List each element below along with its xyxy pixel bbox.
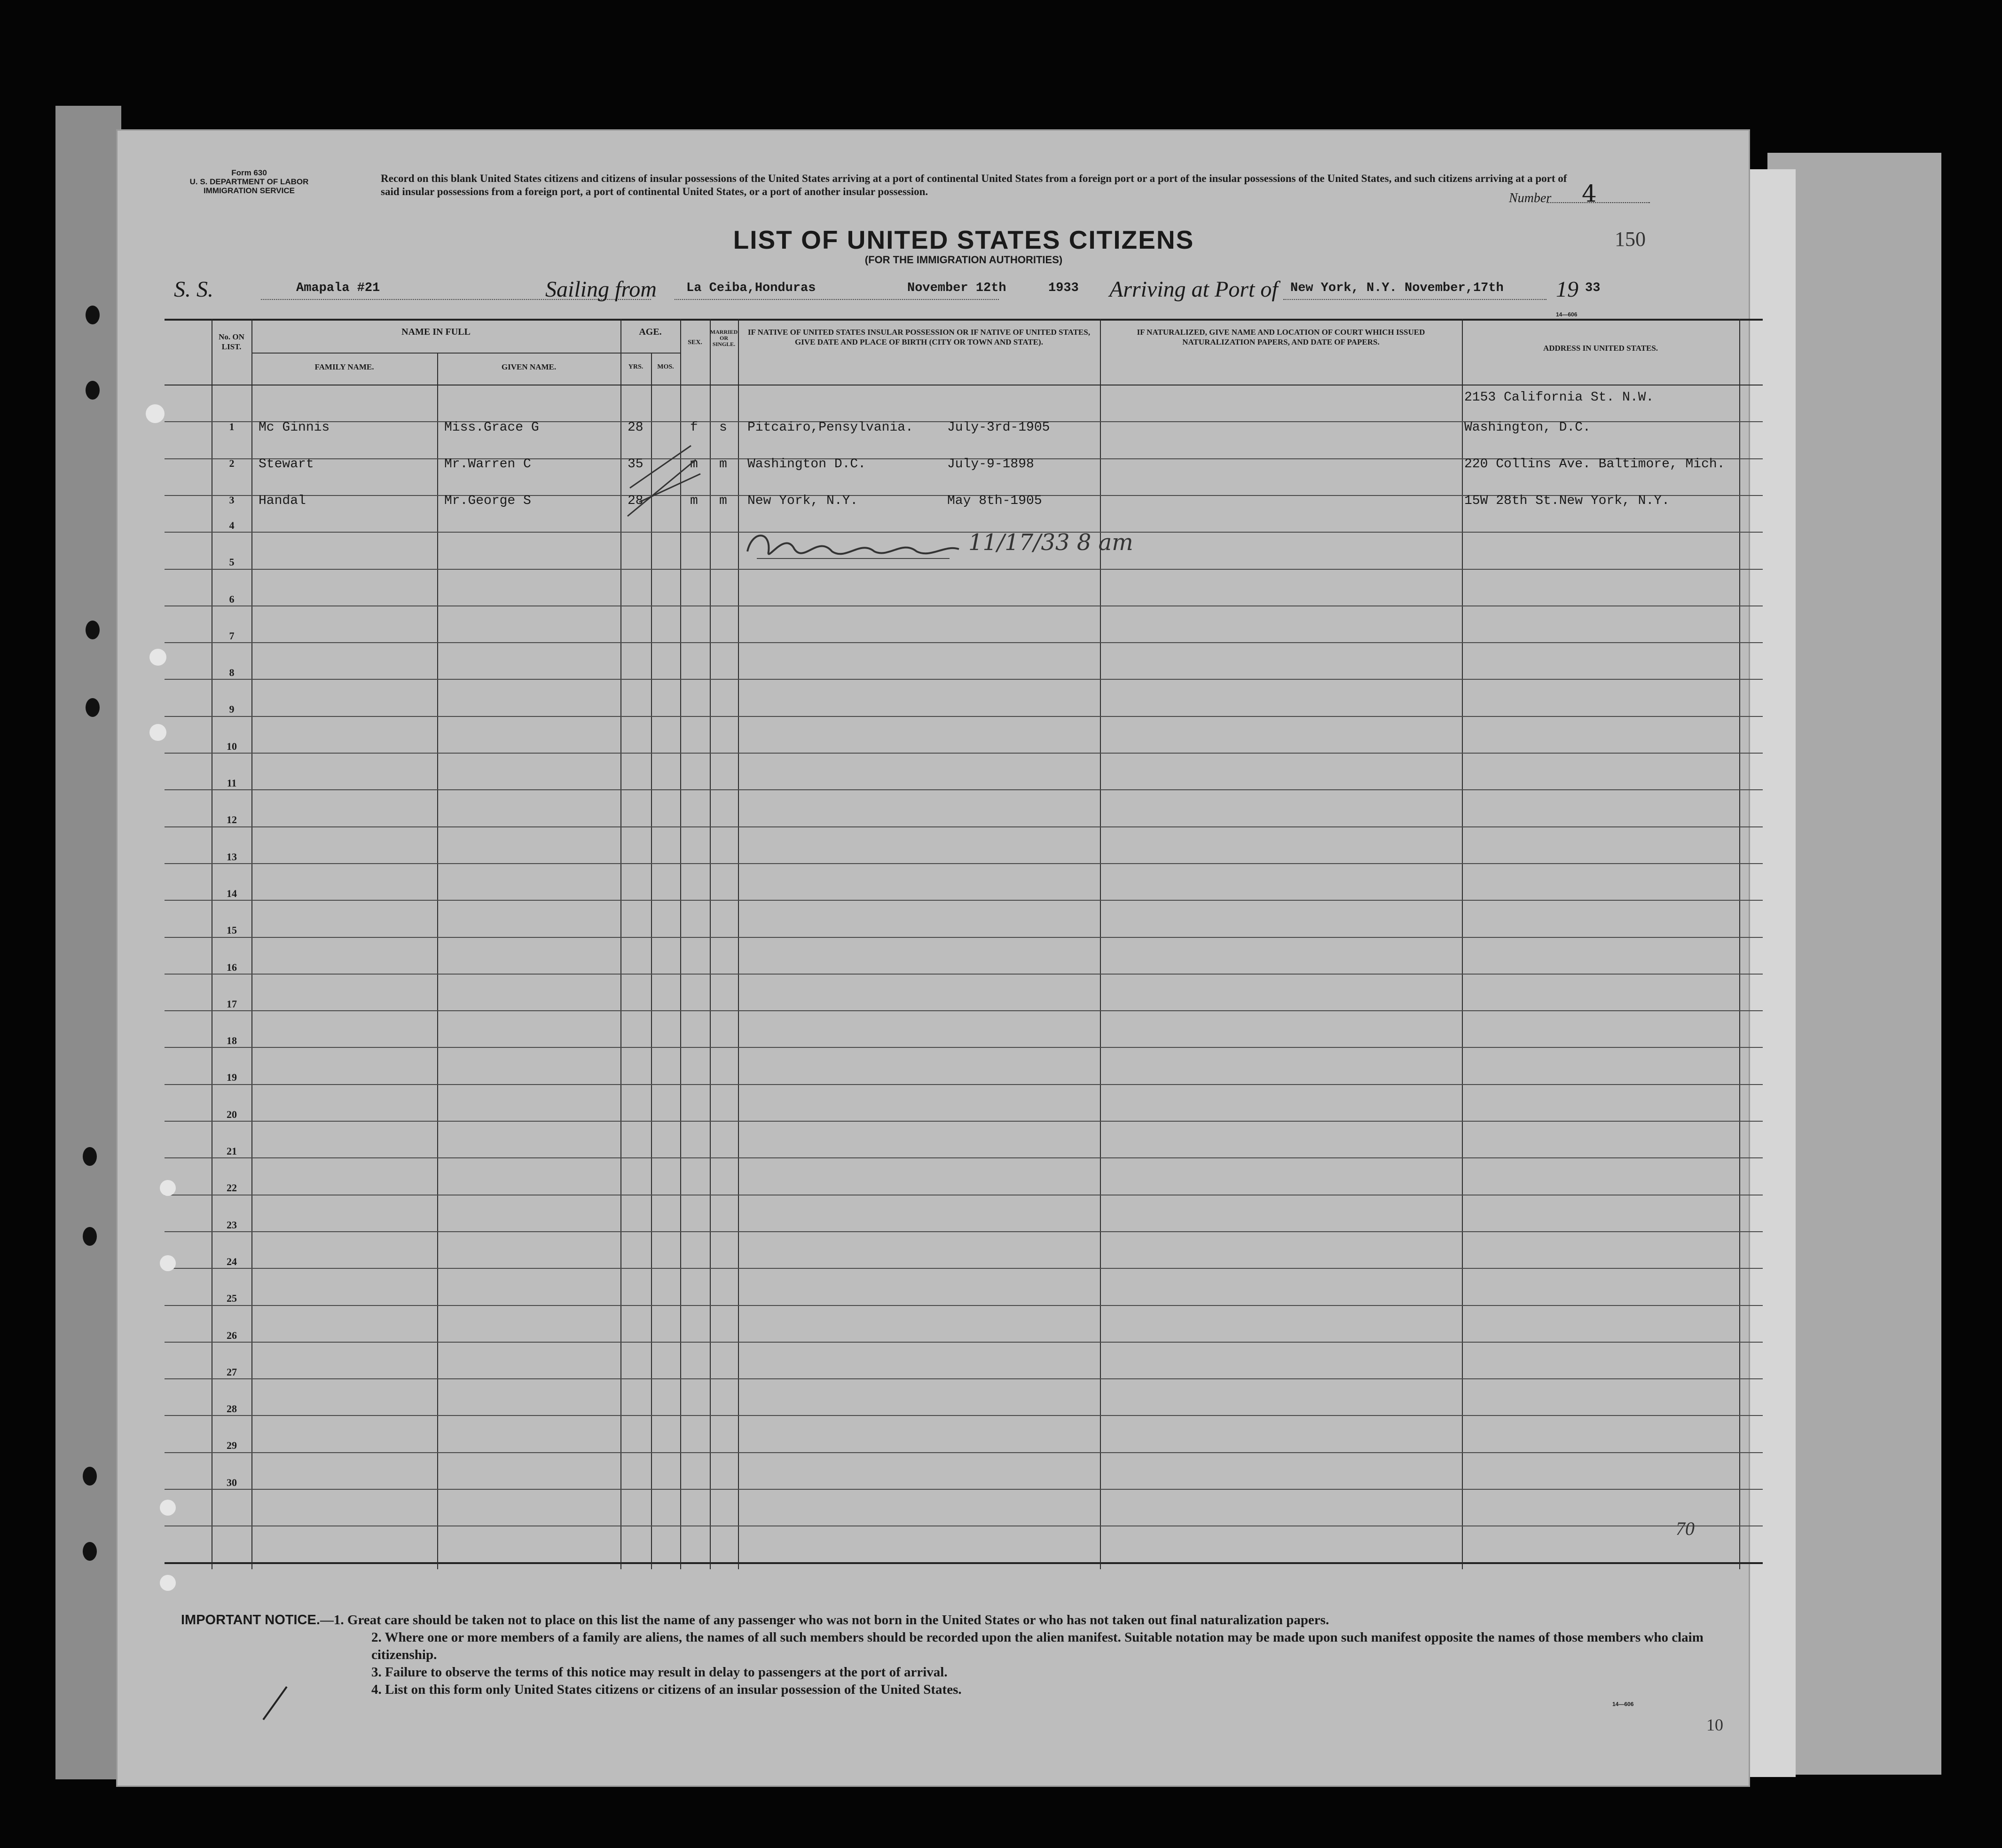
row-number: 29	[227, 1439, 237, 1451]
page-title: LIST OF UNITED STATES CITIZENS	[733, 225, 1194, 254]
address-line-2: Washington, D.C.	[1464, 420, 1591, 435]
row-number: 10	[227, 740, 237, 752]
row-number: 11	[227, 777, 237, 789]
binder-hole	[160, 1575, 176, 1591]
birth-place: Washington D.C.	[747, 457, 866, 472]
family-name: Mc Ginnis	[259, 420, 330, 435]
row-number: 3	[229, 494, 235, 506]
ruled-line	[165, 863, 1763, 864]
binder-hole	[83, 1147, 97, 1166]
col-header-naturalized: IF NATURALIZED, GIVE NAME AND LOCATION OF COURT WHICH ISSUED NATURALIZATION PAPERS, AND DATE OF PAPERS.	[1137, 328, 1425, 346]
ruled-line	[165, 1415, 1763, 1416]
col-header-no: No. ON LIST.	[219, 332, 244, 351]
age-subheader-line	[620, 353, 680, 354]
row-number: 5	[229, 556, 235, 568]
marital-status: s	[719, 420, 727, 435]
handwritten-total: 70	[1676, 1518, 1695, 1539]
arriving-label: Arriving at Port of	[1109, 277, 1278, 302]
birth-date: July-3rd-1905	[947, 420, 1050, 435]
binder-hole	[146, 404, 165, 423]
binder-hole	[83, 1467, 97, 1486]
given-name: Mr.George S	[444, 494, 531, 508]
birth-date: July-9-1898	[947, 457, 1034, 472]
address-line-1: 2153 California St. N.W.	[1464, 390, 1654, 405]
col-divider	[738, 319, 739, 1569]
row-number: 27	[227, 1366, 237, 1378]
row-number: 13	[227, 851, 237, 863]
notice-text-1: —1. Great care should be taken not to place on this list the name of any passenger who was not born in the United States or who has not taken out final naturalization papers.	[320, 1612, 1329, 1628]
col-header-address: ADDRESS IN UNITED STATES.	[1543, 344, 1658, 353]
margin-number: 10	[1706, 1715, 1723, 1734]
sex: f	[690, 420, 698, 435]
table-top-border	[165, 319, 1763, 321]
form-identifier	[150, 168, 348, 195]
form-number: Form 630	[231, 168, 267, 177]
name-subheader-line	[251, 353, 620, 354]
list-number: 4	[1582, 180, 1597, 207]
document-page	[118, 131, 1749, 1785]
binder-hole	[160, 1500, 176, 1516]
row-number: 25	[227, 1292, 237, 1304]
row-number: 14	[227, 888, 237, 899]
binder-hole	[83, 1542, 97, 1561]
binder-hole	[149, 724, 166, 741]
sailing-line	[675, 299, 999, 300]
birth-date: May 8th-1905	[947, 494, 1042, 508]
binder-hole	[160, 1180, 176, 1196]
col-header-married: MARRIED OR SINGLE.	[710, 329, 738, 347]
passenger-table	[165, 319, 1763, 1569]
sailing-from-label: Sailing from	[545, 277, 657, 302]
col-header-mos: MOS.	[657, 363, 674, 370]
ruled-line	[165, 1047, 1763, 1048]
notice-print-code: 14—606	[1612, 1701, 1634, 1707]
notice-item-2: 2. Where one or more members of a family are aliens, the names of all such members should be recorded upon the alien manifest. Suitable notation may be made upon such manifest opposite the names of those members who claim citizenship.	[371, 1630, 1704, 1662]
row-number: 17	[227, 998, 237, 1010]
row-number: 15	[227, 924, 237, 936]
ruled-line	[165, 1378, 1763, 1379]
row-number: 7	[229, 630, 235, 642]
col-divider	[1739, 319, 1740, 1569]
page-stamp: 150	[1615, 228, 1646, 251]
ruled-line	[165, 974, 1763, 975]
marital-status: m	[719, 457, 727, 472]
col-divider	[1462, 319, 1463, 1569]
ruled-line	[165, 679, 1763, 680]
row-number: 4	[229, 519, 235, 531]
arriving-year-prefix: 19	[1556, 277, 1578, 302]
sex: m	[690, 494, 698, 508]
department-name: U. S. DEPARTMENT OF LABOR	[189, 177, 309, 186]
ditto-strokes	[620, 389, 714, 521]
binder-hole	[86, 698, 100, 717]
col-header-age: AGE.	[639, 327, 662, 337]
col-divider	[1100, 319, 1101, 1569]
address-line-1: 15W 28th St.New York, N.Y.	[1464, 494, 1670, 508]
arriving-port: New York, N.Y. November,17th	[1290, 281, 1504, 295]
sex: m	[690, 457, 698, 472]
ruled-line	[165, 753, 1763, 754]
row-number: 1	[229, 421, 235, 433]
ruled-line	[165, 826, 1763, 827]
ruled-line	[165, 1342, 1763, 1343]
row-number: 24	[227, 1256, 237, 1267]
row-number: 12	[227, 814, 237, 826]
age-years: 28	[628, 494, 644, 508]
ruled-line	[165, 642, 1763, 643]
given-name: Miss.Grace G	[444, 420, 539, 435]
notice-heading: IMPORTANT NOTICE.	[181, 1612, 320, 1628]
age-years: 35	[628, 457, 644, 472]
form-instructions: Record on this blank United States citizens and citizens of insular possessions of the United States arriving at a port of continental United States from a foreign port or a port of the insular possessions of the United States, and such citizens arriving at a port of said insular possessions from a foreign port, a port of continental United States, or a port of another insular possession.	[381, 173, 1567, 197]
row-number: 19	[227, 1071, 237, 1083]
binder-hole	[160, 1255, 176, 1271]
col-header-sex: SEX.	[688, 339, 702, 346]
service-name: IMMIGRATION SERVICE	[204, 186, 295, 195]
sailing-year: 1933	[1048, 281, 1079, 295]
arriving-line	[1283, 299, 1547, 300]
row-number: 23	[227, 1219, 237, 1231]
row-number: 30	[227, 1477, 237, 1488]
number-label: Number	[1509, 191, 1552, 205]
important-notice	[181, 1612, 1732, 1699]
ruled-line	[165, 900, 1763, 901]
notice-item-3: 3. Failure to observe the terms of this notice may result in delay to passengers at the port of arrival.	[371, 1665, 948, 1680]
row-number: 16	[227, 961, 237, 973]
binder-hole	[149, 649, 166, 666]
handwritten-date: 11/17/33 8 am	[968, 529, 1133, 556]
col-divider	[251, 319, 252, 1569]
birth-place: New York, N.Y.	[747, 494, 858, 508]
given-name: Mr.Warren C	[444, 457, 531, 472]
ship-name: Amapala #21	[296, 281, 380, 295]
backing-sheet-left	[55, 106, 121, 1779]
signature-scrawl	[743, 526, 968, 568]
ruled-line	[165, 1157, 1763, 1158]
col-header-given: GIVEN NAME.	[501, 362, 557, 371]
row-number: 22	[227, 1182, 237, 1194]
binder-hole	[83, 1227, 97, 1246]
row-number: 9	[229, 703, 235, 715]
col-header-family: FAMILY NAME.	[314, 362, 374, 371]
sailing-from-port: La Ceiba,Honduras	[686, 281, 816, 295]
binder-hole	[86, 306, 100, 324]
ruled-line	[165, 1084, 1763, 1085]
row-number: 18	[227, 1035, 237, 1046]
row-number: 28	[227, 1403, 237, 1415]
age-years: 28	[628, 420, 644, 435]
ruled-line	[165, 937, 1763, 938]
arriving-year-suffix: 33	[1585, 281, 1601, 295]
col-divider	[437, 353, 438, 1569]
col-divider	[651, 353, 652, 1569]
notice-item-4: 4. List on this form only United States citizens or citizens of an insular possession of the United States.	[371, 1682, 962, 1697]
row-number: 21	[227, 1145, 237, 1157]
family-name: Handal	[259, 494, 306, 508]
row-number: 6	[229, 593, 235, 605]
sailing-date: November 12th	[907, 281, 1006, 295]
ruled-line	[165, 1452, 1763, 1453]
col-header-yrs: YRS.	[628, 363, 644, 370]
family-name: Stewart	[259, 457, 314, 472]
binder-hole	[86, 381, 100, 400]
row-number: 20	[227, 1109, 237, 1120]
marital-status: m	[719, 494, 727, 508]
ruled-line	[165, 1121, 1763, 1122]
ruled-line	[165, 1231, 1763, 1232]
ruled-line	[165, 1305, 1763, 1306]
number-line	[1547, 202, 1650, 203]
ss-label: S. S.	[174, 277, 213, 302]
ruled-line	[165, 1489, 1763, 1490]
address-line-1: 220 Collins Ave. Baltimore, Mich.	[1464, 457, 1725, 472]
page-subtitle: (FOR THE IMMIGRATION AUTHORITIES)	[864, 254, 1063, 266]
col-header-birth: IF NATIVE OF UNITED STATES INSULAR POSSESSION OR IF NATIVE OF UNITED STATES, GIVE DATE AND PLACE OF BIRTH (CITY OR TOWN AND STATE).	[747, 328, 1091, 346]
table-bottom-border	[165, 1562, 1763, 1564]
ruled-line	[165, 1010, 1763, 1011]
col-header-name-group: NAME IN FULL	[401, 327, 471, 337]
binder-hole	[86, 621, 100, 639]
row-number: 26	[227, 1329, 237, 1341]
notice-item-1	[181, 1612, 1732, 1629]
ruled-line	[165, 1268, 1763, 1269]
ruled-line	[165, 789, 1763, 790]
row-number: 2	[229, 457, 235, 469]
ruled-line	[165, 716, 1763, 717]
birth-place: Pitcairo,Pensylvania.	[747, 420, 913, 435]
voyage-print-code: 14—606	[1556, 311, 1578, 318]
margin-tick	[259, 1677, 296, 1724]
ruled-line	[165, 569, 1763, 570]
row-number: 8	[229, 667, 235, 678]
